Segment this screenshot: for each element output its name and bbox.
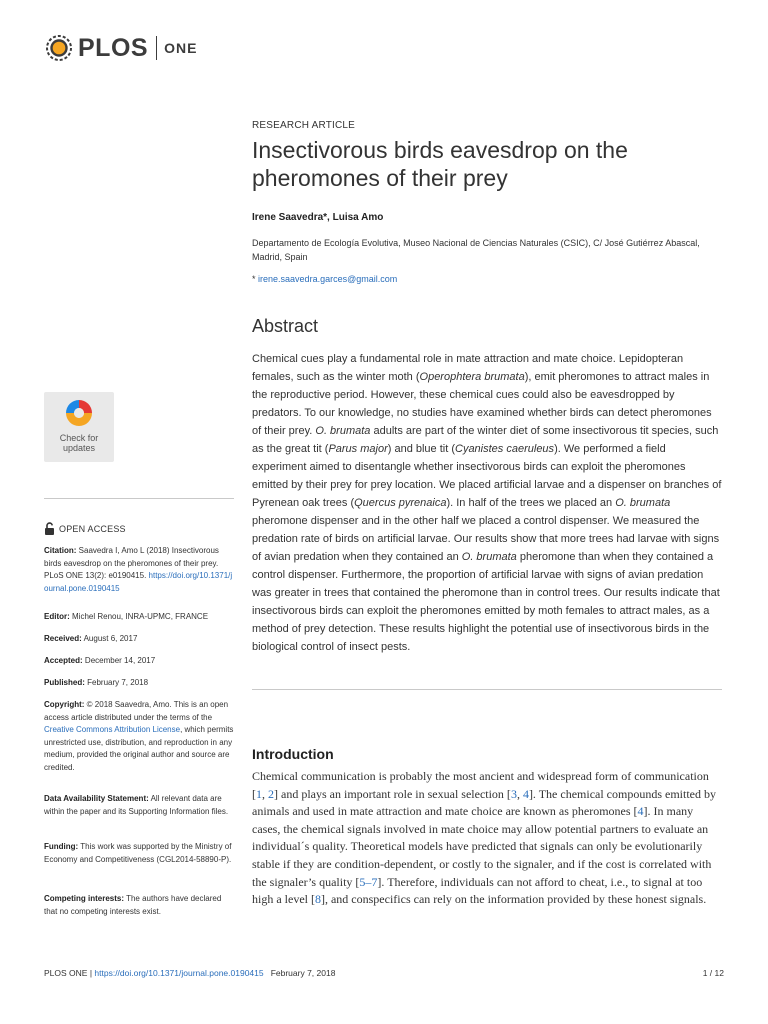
reference-link[interactable]: 1 bbox=[256, 786, 262, 801]
funding bbox=[44, 841, 234, 866]
copyright-text-b: , which permits unrestricted use, distribution, and reproduction in any medium, provided the original author and source are credited. bbox=[44, 725, 234, 772]
editor-value: Michel Renou, INRA-UPMC, FRANCE bbox=[72, 612, 209, 621]
reference-link[interactable]: 4 bbox=[637, 804, 644, 819]
copyright-label: Copyright: bbox=[44, 700, 85, 709]
article-title: Insectivorous birds eavesdrop on the pheromones of their prey bbox=[252, 137, 628, 191]
data-availability-label: Data Availability Statement: bbox=[44, 794, 149, 803]
editor bbox=[44, 611, 234, 624]
open-access-label: OPEN ACCESS bbox=[59, 524, 126, 534]
affiliation: Departamento de Ecología Evolutiva, Museo Nacional de Ciencias Naturales (CSIC), C/ José Gutiérrez Abascal, Madrid, Spain bbox=[252, 238, 700, 262]
abstract-heading: Abstract bbox=[252, 316, 319, 336]
author-list[interactable]: Irene Saavedra*, Luisa Amo bbox=[252, 212, 384, 223]
reference-link[interactable]: 8 bbox=[314, 892, 321, 907]
email-link[interactable]: irene.saavedra.garces@gmail.com bbox=[258, 274, 398, 284]
divider bbox=[252, 689, 722, 690]
copyright bbox=[44, 699, 234, 774]
journal-name: ONE bbox=[164, 40, 198, 56]
species-name: Operophtera brumata bbox=[419, 371, 525, 383]
reference-link[interactable]: 5–7 bbox=[359, 874, 378, 889]
species-name: O. brumata bbox=[315, 425, 371, 437]
competing-interests bbox=[44, 893, 234, 918]
introduction-text: Chemical communication is probably the most ancient and widespread form of communication [1, 2] and plays an important role in sexual selection [3, 4]. The chemical compounds emitted by animals and used in mate attraction and mate choice are known as pheromones [4]. In many cases, the chemical signals involved in mate choice may allow potential partners to evaluate an individual´s quality. Theoretical models have predicted that signals can only be evolutionarily stable if they are condition-dependent, or costly to the signaler, and if the cost is correlated with the signaler’s quality [5–7]. Therefore, individuals can not afford to cheat, i.e., to signal at too high a level [8], and conspecifics can rely on the information provided by these honest signals. bbox=[252, 769, 716, 907]
accepted bbox=[44, 655, 234, 668]
published-date: February 7, 2018 bbox=[87, 678, 149, 687]
accepted-label: Accepted: bbox=[44, 656, 83, 665]
check-for-updates-icon bbox=[64, 398, 94, 432]
received bbox=[44, 633, 234, 646]
species-name: Parus major bbox=[328, 443, 388, 455]
logo-separator bbox=[156, 36, 157, 60]
footer-separator: | bbox=[87, 968, 95, 978]
citation bbox=[44, 545, 234, 595]
introduction-heading: Introduction bbox=[252, 746, 334, 762]
corresponding-email bbox=[252, 274, 397, 284]
reference-link[interactable]: 4 bbox=[522, 786, 529, 801]
citation-doi-link[interactable]: https://doi.org/10.1371/journal.pone.0190415 bbox=[44, 571, 233, 593]
data-availability-text: All relevant data are within the paper and its Supporting Information files. bbox=[44, 794, 229, 816]
plos-one-logo[interactable] bbox=[44, 30, 197, 66]
received-date: August 6, 2017 bbox=[83, 634, 138, 643]
footer-doi-link[interactable]: https://doi.org/10.1371/journal.pone.0190415 bbox=[94, 968, 264, 978]
check-for-updates-label: Check for updates bbox=[59, 433, 99, 453]
published bbox=[44, 677, 234, 690]
funding-text: This work was supported by the Ministry of Economy and Competitiveness (CGL2014-58890-P). bbox=[44, 842, 232, 864]
citation-label: Citation: bbox=[44, 546, 77, 555]
open-lock-icon bbox=[44, 522, 55, 536]
published-label: Published: bbox=[44, 678, 85, 687]
editor-label: Editor: bbox=[44, 612, 70, 621]
abstract-text: Chemical cues play a fundamental role in mate attraction and mate choice. Lepidopteran females, such as the winter moth (Operophtera brumata), emit pheromones to attract males in the reproductive period. However, these chemical cues could also be eavesdropped by predators. To our knowledge, no studies have examined whether birds can detect pheromones of their prey. O. brumata adults are part of the winter diet of some insectivorous tit species, such as the great tit (Parus major) and blue tit (Cyanistes caeruleus). We performed a field experiment aimed to disentangle whether insectivorous birds can exploit the pheromones emitted by their prey for prey location. We placed artificial larvae and a dispenser on branches of Pyrenean oak trees (Quercus pyrenaica). In half of the trees we placed an O. brumata pheromone dispenser and in the other half we placed a control dispenser. We measured the predation rate of birds on artificial larvae. Our results show that more trees had larvae with signs of avian predation when they contained an O. brumata pheromone than when they contained a control dispenser. Furthermore, the proportion of artificial larvae with signs of avian predation was greater in trees that contained the pheromone than in control trees. Our results indicate that insectivorous birds can exploit the pheromones emitted by moth females to attract males, as a method of prey detection. These results highlight the potential use of insectivorous birds in the biological control of insect pests. bbox=[252, 353, 722, 653]
data-availability bbox=[44, 793, 234, 818]
check-for-updates-badge[interactable] bbox=[44, 392, 114, 462]
article-type: RESEARCH ARTICLE bbox=[252, 120, 356, 131]
brand-name: PLOS bbox=[78, 33, 149, 62]
citation-text: Saavedra I, Amo L (2018) Insectivorous birds eavesdrop on the pheromones of their prey. PLoS ONE 13(2): e0190415. bbox=[44, 546, 219, 580]
reference-link[interactable]: 2 bbox=[268, 786, 274, 801]
plos-logo-icon bbox=[44, 33, 74, 63]
received-label: Received: bbox=[44, 634, 82, 643]
footer-journal: PLOS ONE bbox=[44, 968, 88, 978]
species-name: O. brumata bbox=[615, 497, 671, 509]
species-name: Quercus pyrenaica bbox=[354, 497, 447, 509]
open-access bbox=[44, 522, 126, 536]
reference-link[interactable]: 3 bbox=[510, 786, 517, 801]
funding-label: Funding: bbox=[44, 842, 79, 851]
email-marker: * bbox=[252, 274, 256, 284]
accepted-date: December 14, 2017 bbox=[84, 656, 156, 665]
footer-date: February 7, 2018 bbox=[270, 968, 336, 978]
species-name: Cyanistes caeruleus bbox=[455, 443, 555, 455]
competing-interests-label: Competing interests: bbox=[44, 894, 125, 903]
competing-interests-text: The authors have declared that no competing interests exist. bbox=[44, 894, 222, 916]
license-link[interactable]: Creative Commons Attribution License bbox=[44, 725, 181, 734]
page-footer bbox=[44, 968, 335, 978]
page-number: 1 / 12 bbox=[702, 968, 724, 978]
copyright-text-a: © 2018 Saavedra, Amo. This is an open access article distributed under the terms of the bbox=[44, 700, 229, 722]
sidebar-divider bbox=[44, 498, 234, 499]
species-name: O. brumata bbox=[461, 551, 517, 563]
